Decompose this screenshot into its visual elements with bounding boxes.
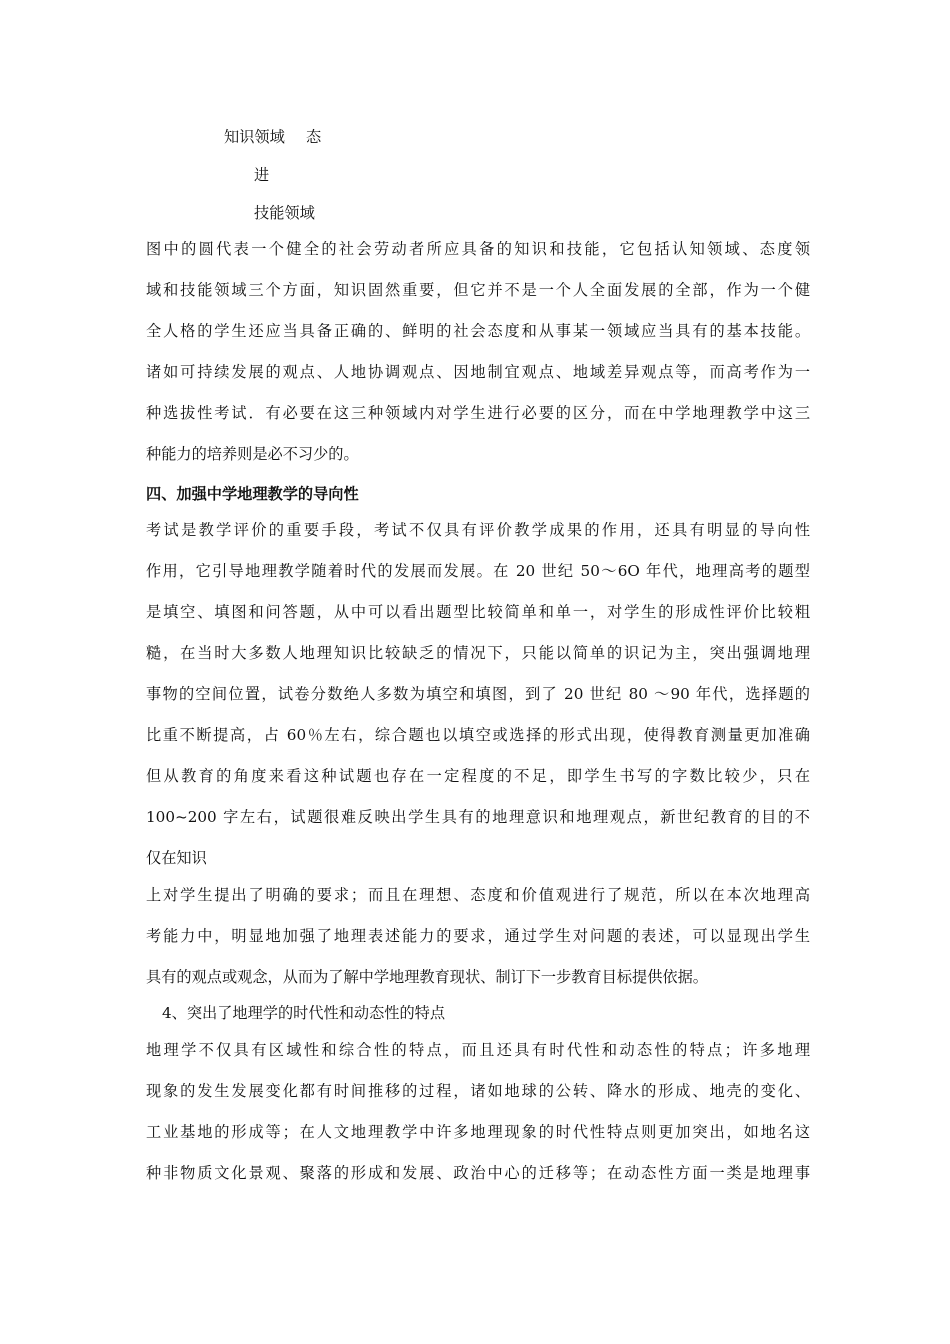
diagram-progress-label: 进	[254, 166, 270, 184]
paragraph-line: 但从教育的角度来看这种试题也存在一定程度的不足，即学生书写的字数比较少，只在	[146, 767, 810, 785]
subsection-heading: 4、突出了地理学的时代性和动态性的特点	[162, 1004, 446, 1022]
paragraph-line: 全人格的学生还应当具备正确的、鲜明的社会态度和从事某一领域应当具有的基本技能。	[146, 322, 810, 340]
paragraph-line: 图中的圆代表一个健全的社会劳动者所应具备的知识和技能，它包括认知领域、态度领	[146, 240, 810, 258]
section-heading: 四、加强中学地理教学的导向性	[146, 485, 359, 503]
paragraph-line: 比重不断提高，占 60％左右，综合题也以填空或选择的形式出现，使得教育测量更加准确	[146, 726, 810, 744]
paragraph-line: 现象的发生发展变化都有时间推移的过程，诸如地球的公转、降水的形成、地壳的变化、	[146, 1082, 810, 1100]
paragraph-line: 诸如可持续发展的观点、人地协调观点、因地制宜观点、地域差异观点等，而高考作为一	[146, 363, 810, 381]
paragraph-line: 种能力的培养则是必不习少的。	[146, 445, 359, 463]
diagram-knowledge-domain-label: 知识领域	[224, 128, 285, 146]
paragraph-line: 是填空、填图和问答题，从中可以看出题型比较简单和单一，对学生的形成性评价比较粗	[146, 603, 810, 621]
paragraph-line: 工业基地的形成等；在人文地理教学中许多地理现象的时代性特点则更加突出，如地名这	[146, 1123, 810, 1141]
paragraph-line: 作用，它引导地理教学随着时代的发展而发展。在 20 世纪 50～6O 年代，地理高考的题型	[146, 562, 810, 580]
paragraph-line: 考试是教学评价的重要手段，考试不仅具有评价教学成果的作用，还具有明显的导向性	[146, 521, 810, 539]
diagram-skill-domain-label: 技能领域	[254, 204, 315, 222]
paragraph-line: 考能力中，明显地加强了地理表述能力的要求，通过学生对问题的表述，可以显现出学生	[146, 927, 810, 945]
paragraph-line: 上对学生提出了明确的要求；而且在理想、态度和价值观进行了规范，所以在本次地理高	[146, 886, 810, 904]
paragraph-line: 具有的观点或观念，从而为了解中学地理教育现状、制订下一步教育目标提供依据。	[146, 968, 708, 986]
paragraph-line: 种非物质文化景观、聚落的形成和发展、政治中心的迁移等；在动态性方面一类是地理事	[146, 1164, 810, 1182]
paragraph-line: 种选拔性考试．有必要在这三种领域内对学生进行必要的区分，而在中学地理教学中这三	[146, 404, 810, 422]
paragraph-line: 事物的空间位置，试卷分数绝人多数为填空和填图，到了 20 世纪 80 ～90 年代，选择题的	[146, 685, 810, 703]
paragraph-line: 糙，在当时大多数人地理知识比较缺乏的情况下，只能以简单的识记为主，突出强调地理	[146, 644, 810, 662]
paragraph-line: 仅在知识	[146, 849, 207, 867]
paragraph-line: 域和技能领域三个方面，知识固然重要，但它并不是一个人全面发展的全部，作为一个健	[146, 281, 810, 299]
paragraph-line: 100~200 字左右，试题很难反映出学生具有的地理意识和地理观点，新世纪教育的目的不	[146, 808, 810, 826]
paragraph-line: 地理学不仅具有区域性和综合性的特点，而且还具有时代性和动态性的特点；许多地理	[146, 1041, 810, 1059]
diagram-attitude-label: 态	[306, 128, 322, 146]
